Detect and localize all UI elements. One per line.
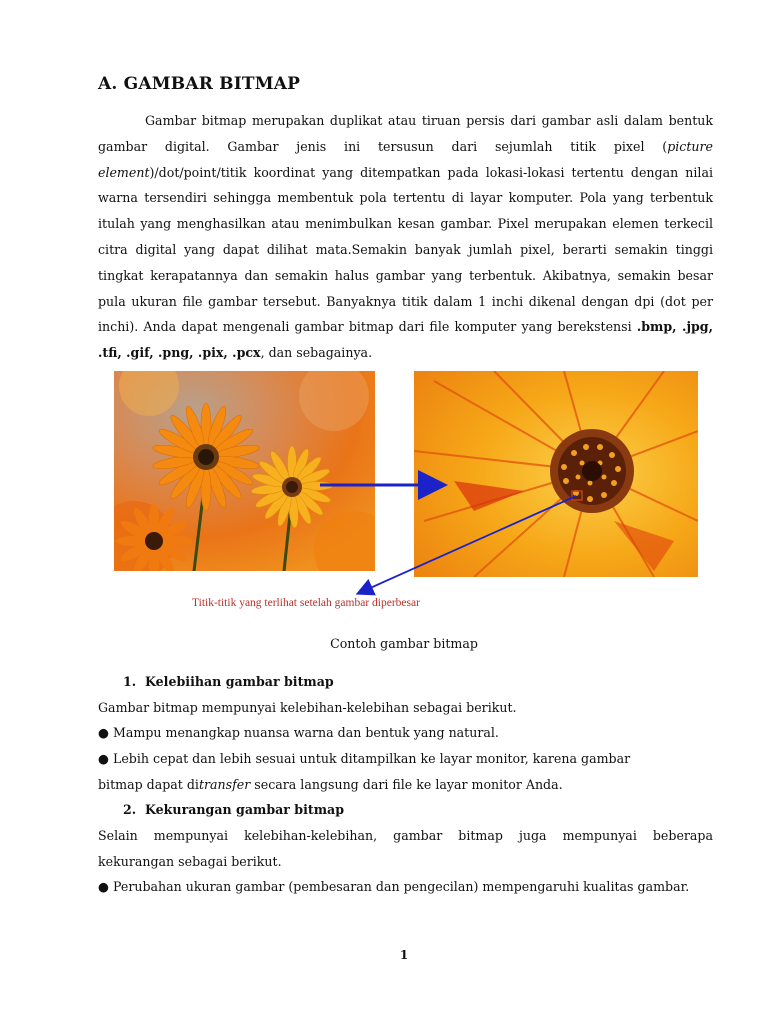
intro-text-1: Gambar bitmap merupakan duplikat atau tiruan persis dari gambar asli dalam bentuk gambar digital. Gambar jenis ini tersusun dari sejumlah titik pixel ( (98, 113, 713, 154)
zoom-annotation: Titik-titik yang terlihat setelah gambar diperbesar (192, 597, 420, 609)
intro-text-2: )/dot/point/titik koordinat yang ditempatkan pada lokasi-lokasi tertentu dengan nilai warna tersendiri sehingga membentuk pola tertentu di layar komputer. Pola yang terbentuk itulah yang menghasilkan atau menimbulkan kesan gambar. Pixel merupakan elemen terkecil citra digital yang dapat dilihat mata.Semakin banyak jumlah pixel, berarti semakin tinggi tingkat kerapatannya dan semakin halus gambar yang terbentuk. Akibatnya, semakin besar pula ukuran file gambar tersebut. Banyaknya titik dalam 1 inchi dikenal dengan dpi (dot per inchi). Anda dapat mengenali gambar bitmap dari file komputer yang berekstensi (98, 164, 713, 335)
zoomed-flower-photo (414, 371, 698, 577)
section1-bullet-2-line-2 (98, 777, 713, 792)
section2-intro-line-2: kekurangan sebagai berikut. (98, 854, 282, 869)
subsection-2-heading (123, 802, 344, 817)
section-heading: A. GAMBAR BITMAP (98, 74, 301, 94)
intro-paragraph (98, 108, 713, 366)
subsection-1-title: Kelebiihan gambar bitmap (145, 674, 334, 689)
figure-caption: Contoh gambar bitmap (330, 636, 478, 651)
bullet2-italic: transfer (198, 777, 251, 792)
intro-italic-term: picture element (98, 138, 713, 180)
page-number: 1 (399, 948, 409, 962)
section1-bullet-2-line-1: ● Lebih cepat dan lebih sesuai untuk ditampilkan ke layar monitor, karena gambar (98, 751, 631, 766)
bullet2-text-a: bitmap dapat di (98, 777, 199, 792)
section1-bullet-1: ● Mampu menangkap nuansa warna dan bentuk yang natural. (98, 725, 499, 740)
bullet2-text-b: secara langsung dari file ke layar monitor Anda. (250, 777, 563, 792)
bitmap-figure (114, 368, 714, 618)
section1-intro: Gambar bitmap mempunyai kelebihan-kelebihan sebagai berikut. (98, 700, 517, 715)
subsection-1-number: 1. (123, 674, 137, 689)
section2-intro-line-1: Selain mempunyai kelebihan-kelebihan, gambar bitmap juga mempunyai beberapa (98, 828, 713, 843)
file-extensions: .bmp, .jpg, .tfi, .gif, .png, .pix, .pcx (98, 319, 713, 361)
subsection-1-heading (123, 674, 334, 689)
subsection-2-title: Kekurangan gambar bitmap (145, 802, 344, 817)
intro-text-3: , dan sebagainya. (260, 345, 373, 361)
subsection-2-number: 2. (123, 802, 137, 817)
flower-photo (114, 371, 375, 571)
section2-bullet-1: ● Perubahan ukuran gambar (pembesaran dan pengecilan) mempengaruhi kualitas gambar. (98, 879, 690, 894)
